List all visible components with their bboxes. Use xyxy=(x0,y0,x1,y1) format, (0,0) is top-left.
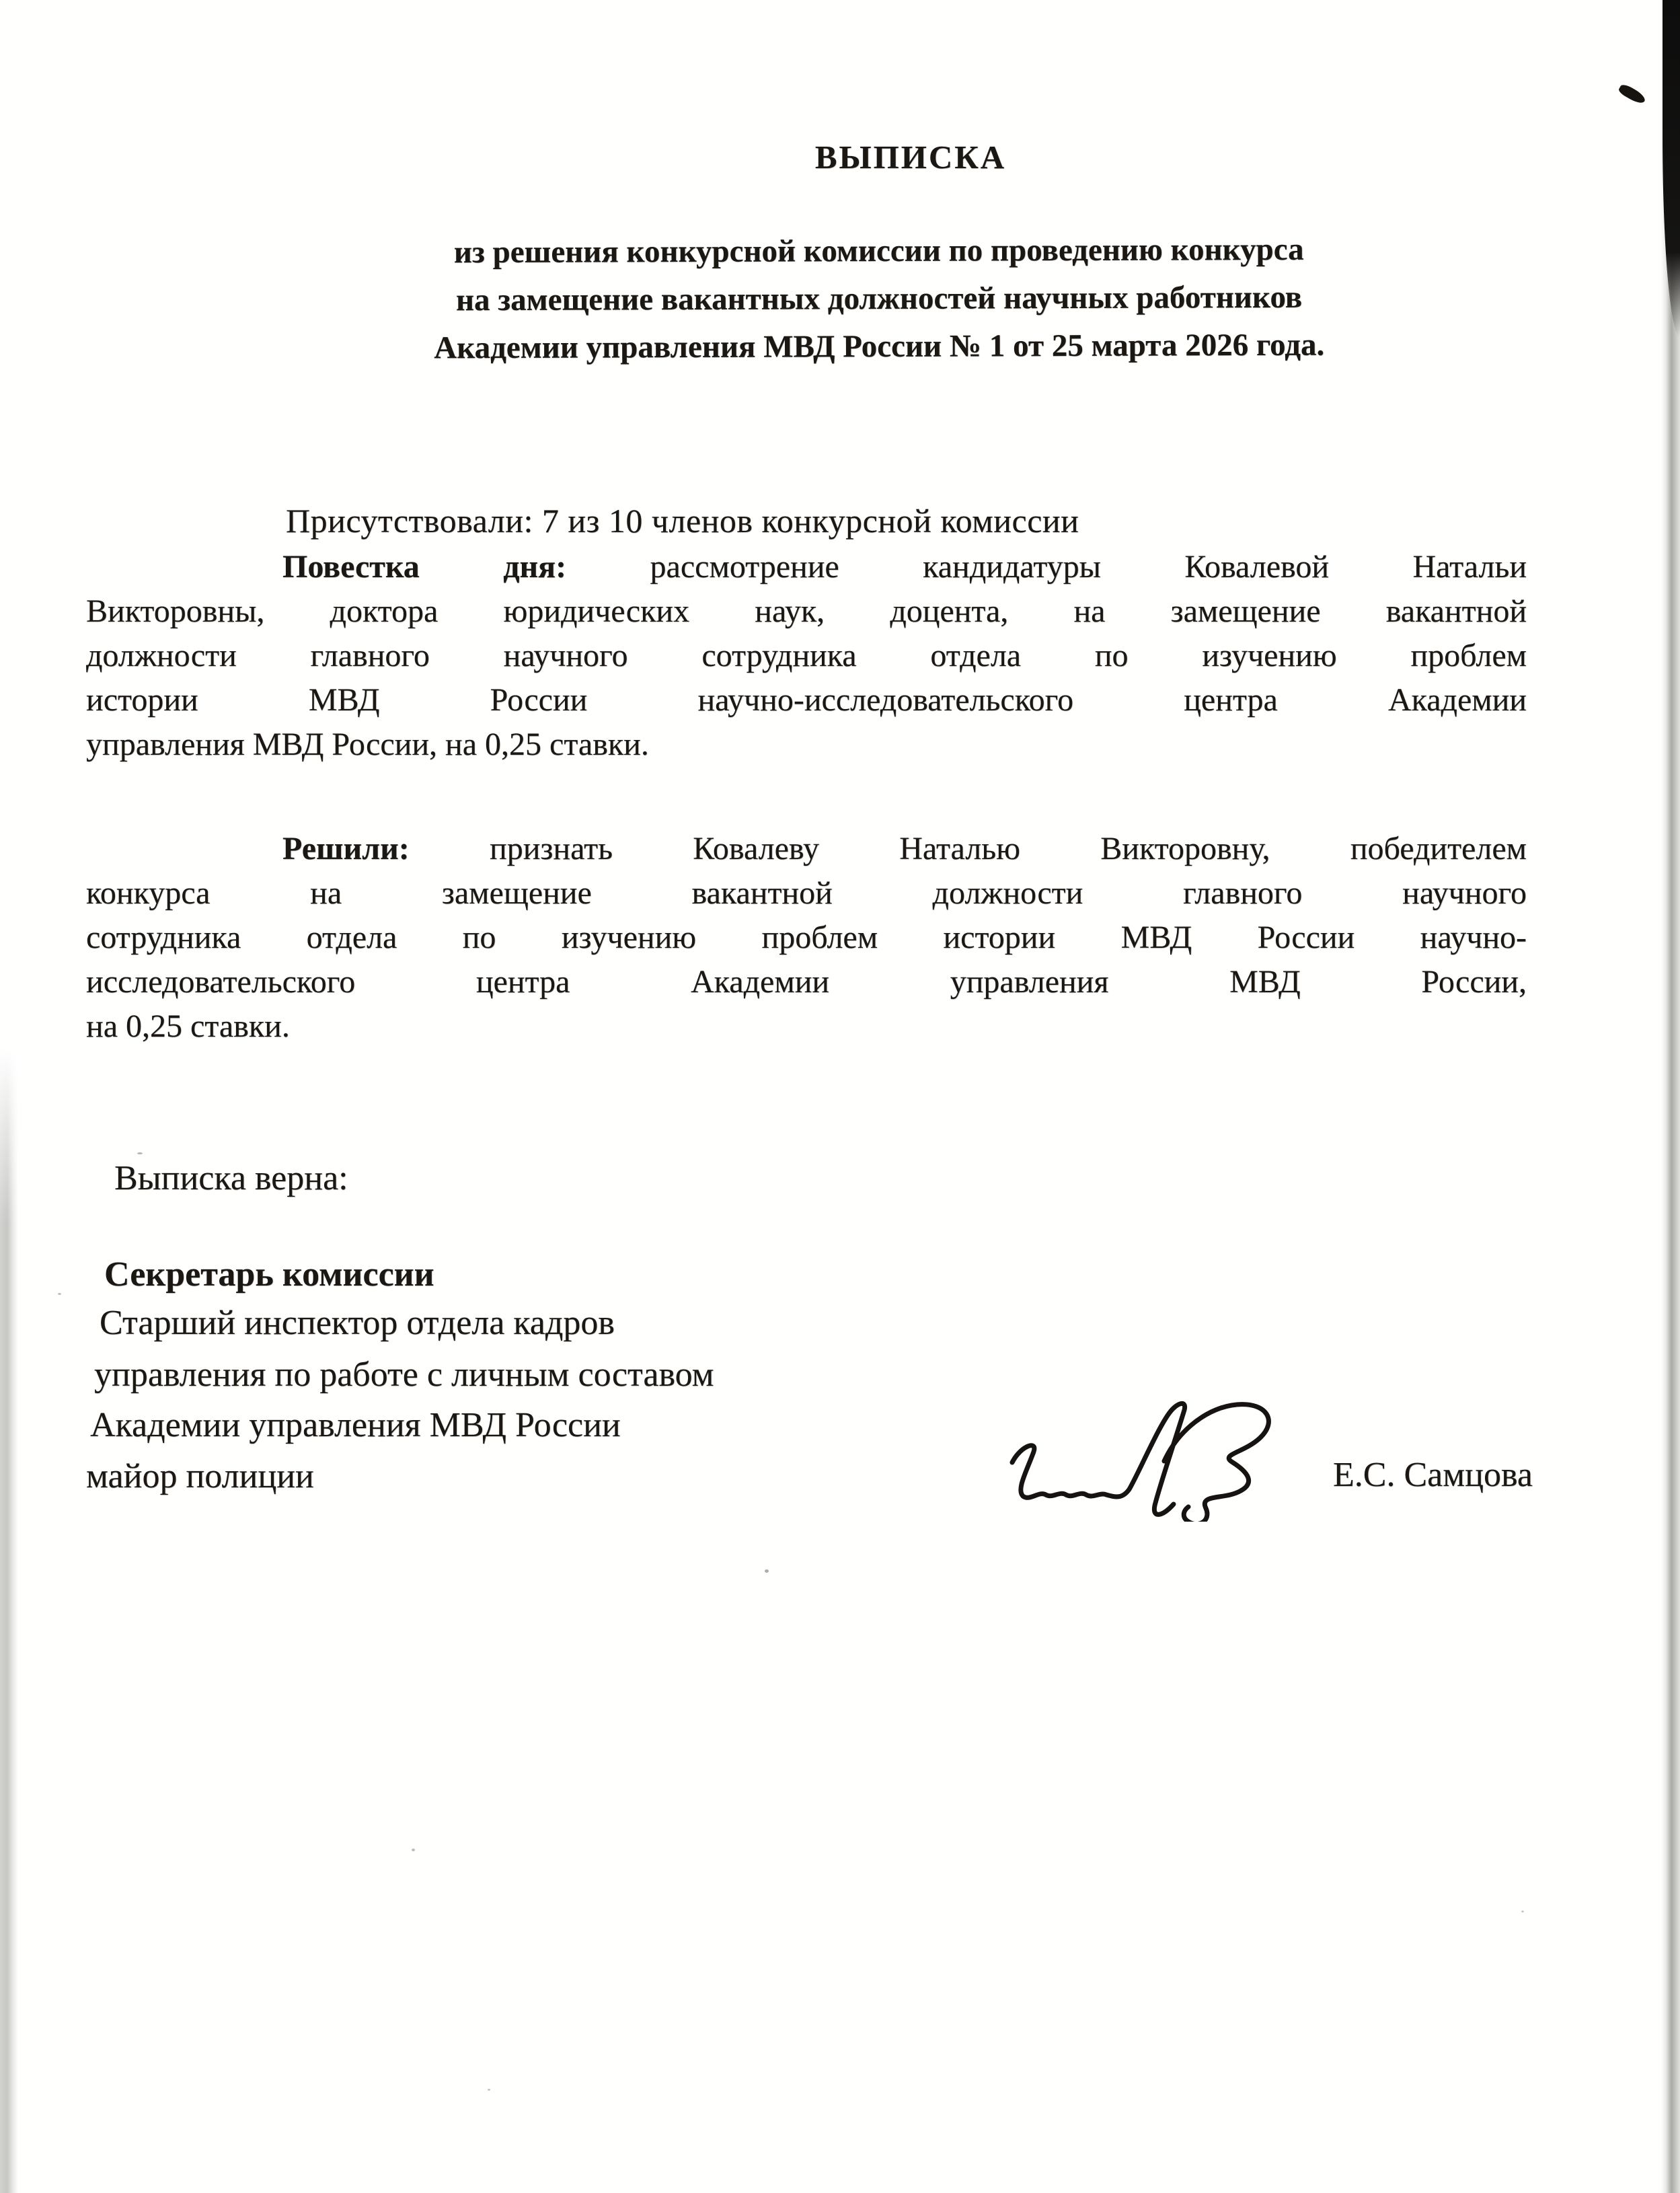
resolution-paragraph xyxy=(86,827,1527,1049)
signatory-role-line-3: управления по работе с личным составом xyxy=(94,1355,714,1394)
ink-smudge-mark xyxy=(1617,83,1647,106)
certification-line: Выписка верна: xyxy=(114,1159,348,1197)
resolution-line-3: сотрудника отдела по изучению проблем истории МВД России научно- xyxy=(86,920,1527,955)
document-title: ВЫПИСКА xyxy=(814,139,1007,176)
signatory-role-line-4: Академии управления МВД России xyxy=(90,1406,621,1444)
agenda-line-2: Викторовны, доктора юридических наук, доцента, на замещение вакантной xyxy=(86,593,1527,629)
scan-speck xyxy=(58,1293,61,1295)
agenda-line-5: управления МВД России, на 0,25 ставки. xyxy=(86,727,649,762)
signatory-role-line-2: Старший инспектор отдела кадров xyxy=(100,1304,615,1342)
scan-edge-left-fade xyxy=(0,1049,18,1224)
agenda-line-1 xyxy=(86,545,1527,589)
document-subtitle xyxy=(39,225,1680,374)
signatory-role-title: Секретарь комиссии xyxy=(104,1255,434,1294)
agenda-label: Повестка дня: xyxy=(282,549,567,585)
scan-speck xyxy=(1521,1910,1524,1912)
signatory-name: Е.С. Самцова xyxy=(1333,1456,1533,1494)
scan-speck xyxy=(137,1152,143,1154)
agenda-line-4: истории МВД России научно-исследовательского центра Академии xyxy=(86,682,1527,718)
resolution-label: Решили: xyxy=(282,831,410,866)
scan-speck xyxy=(488,2089,490,2091)
resolution-line-2: конкурса на замещение вакантной должности главного научного xyxy=(86,875,1527,911)
scan-speck xyxy=(412,1849,415,1851)
attendance-line: Присутствовали: 7 из 10 членов конкурсной комиссии xyxy=(286,502,1079,540)
resolution-line-1 xyxy=(86,827,1527,871)
agenda-line-1-text: рассмотрение кандидатуры Ковалевой Натальи xyxy=(566,549,1527,585)
resolution-line-5: на 0,25 ставки. xyxy=(86,1008,290,1044)
agenda-line-3: должности главного научного сотрудника отдела по изучению проблем xyxy=(86,638,1527,673)
resolution-line-1-text: признать Ковалеву Наталью Викторовну, победителем xyxy=(409,831,1527,866)
subtitle-line-3: Академии управления МВД России № 1 от 25 марта 2026 года. xyxy=(434,327,1325,366)
signatory-role-line-5: майор полиции xyxy=(86,1457,314,1495)
handwritten-signature xyxy=(965,1387,1369,1522)
resolution-line-4: исследовательского центра Академии управления МВД России, xyxy=(86,964,1527,1000)
scan-speck xyxy=(765,1569,769,1573)
agenda-paragraph xyxy=(86,545,1527,767)
subtitle-line-2: на замещение вакантных должностей научных работников xyxy=(455,279,1303,318)
subtitle-line-1: из решения конкурсной комиссии по проведению конкурса xyxy=(453,231,1304,270)
